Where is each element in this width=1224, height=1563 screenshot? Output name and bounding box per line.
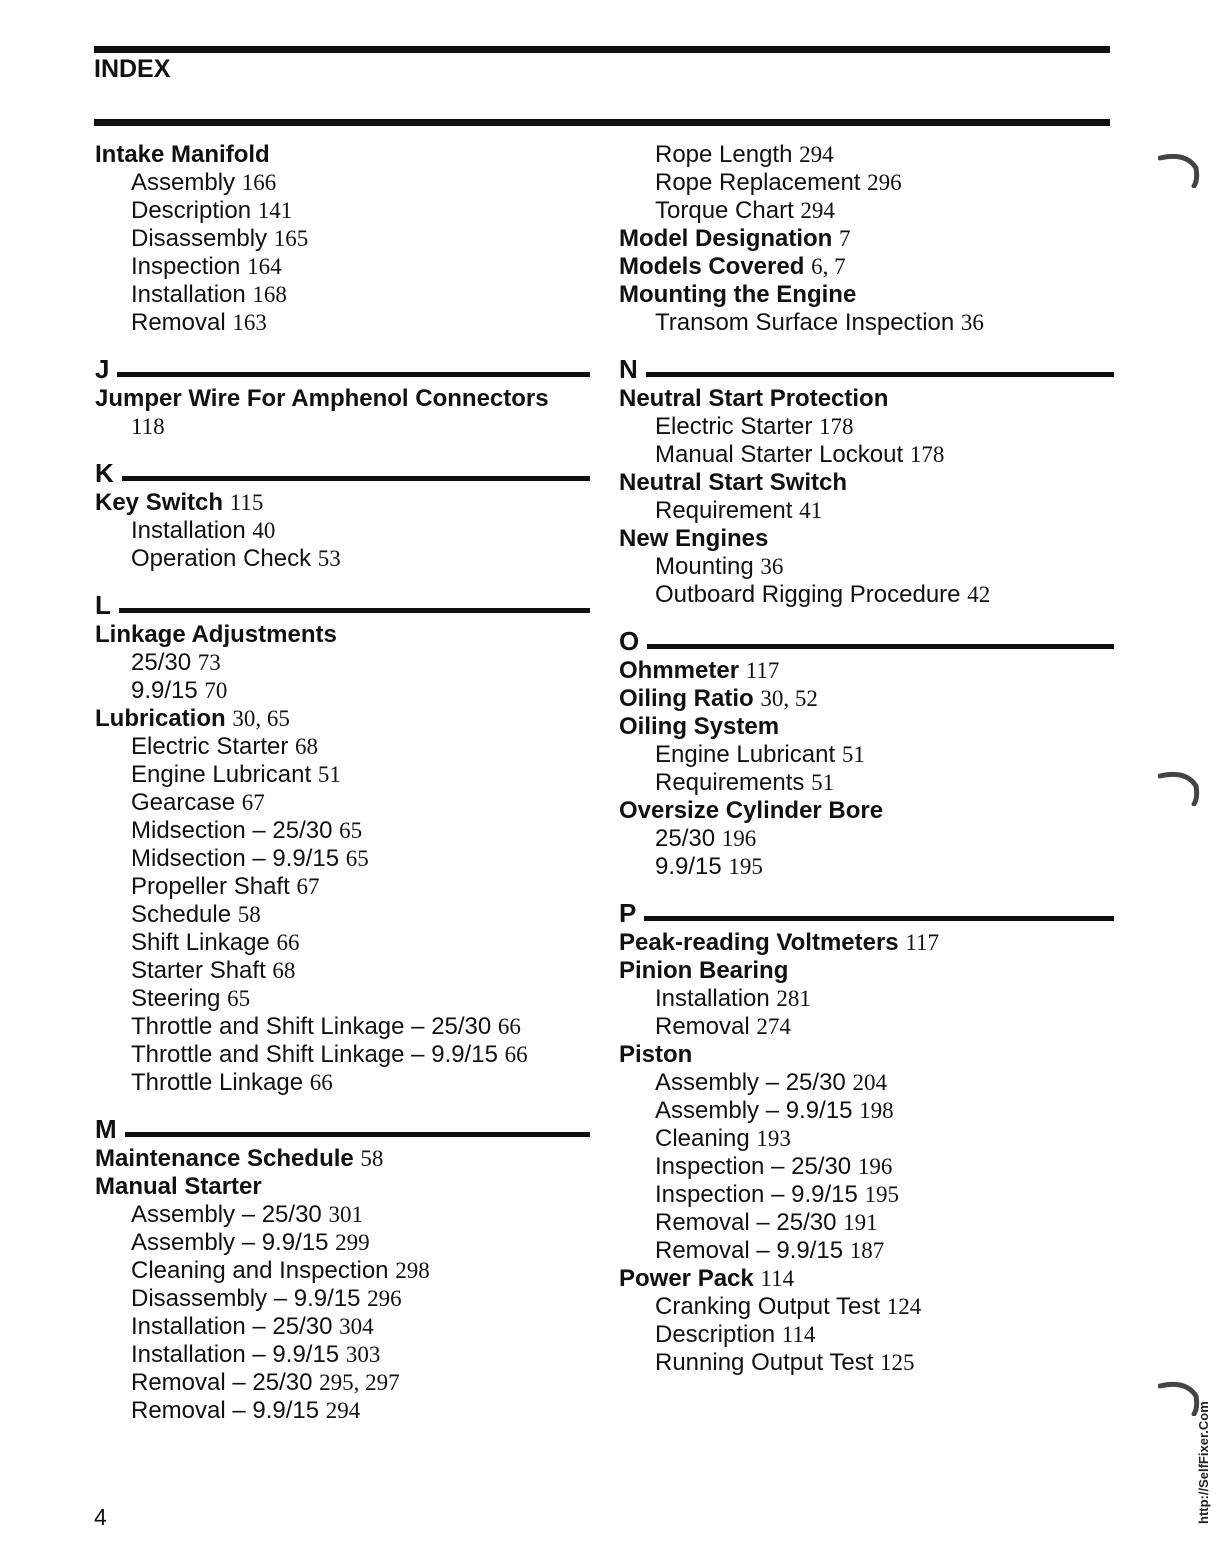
index-subentry (619, 497, 1114, 525)
index-heading (95, 489, 590, 517)
index-heading (95, 141, 590, 169)
section-rule (125, 1132, 590, 1137)
index-subentry (95, 169, 590, 197)
index-page-ref: 118 (131, 414, 165, 439)
index-page-ref: 193 (756, 1126, 791, 1151)
index-subentry-label: Installation (655, 985, 770, 1012)
index-subentry (95, 789, 590, 817)
index-page-ref: 36 (960, 310, 984, 335)
index-heading-label: Mounting the Engine (619, 281, 857, 308)
index-page-ref: 294 (325, 1398, 361, 1423)
index-subentry-label: Running Output Test (655, 1349, 874, 1376)
index-subentry (95, 1069, 590, 1097)
index-subentry (619, 441, 1114, 469)
index-page-ref: 41 (799, 498, 823, 523)
index-subentry-label: Installation (131, 517, 246, 544)
index-page-ref: 51 (811, 770, 835, 795)
index-page-ref: 30, 52 (760, 686, 818, 711)
index-page-ref: 294 (799, 142, 834, 167)
index-page-ref: 65 (345, 846, 369, 871)
index-subentry-label: Installation – 25/30 (131, 1313, 333, 1340)
index-subentry (95, 677, 590, 705)
index-subentry-label: Inspection – 9.9/15 (655, 1181, 858, 1208)
index-subentry-label: Removal (655, 1013, 750, 1040)
index-page-ref: 166 (241, 170, 277, 195)
index-subentry-label: Inspection (131, 253, 241, 280)
index-page-ref: 191 (843, 1210, 878, 1235)
index-page-ref: 70 (204, 678, 228, 703)
index-page-ref: 51 (841, 742, 865, 767)
index-subentry-label: Midsection – 25/30 (131, 817, 333, 844)
index-page-ref: 53 (317, 546, 341, 571)
index-subentry (619, 581, 1114, 609)
index-heading (619, 469, 1114, 497)
index-page-ref: 187 (849, 1238, 885, 1263)
index-heading-label: Ohmmeter (619, 657, 740, 684)
index-page-ref: 178 (819, 414, 854, 439)
index-page-ref: 65 (339, 818, 363, 843)
index-page-ref: 68 (272, 958, 296, 983)
index-subentry-label: Midsection – 9.9/15 (131, 845, 340, 872)
index-page-ref: 164 (247, 254, 282, 279)
index-heading (619, 797, 1114, 825)
index-subentry (619, 1153, 1114, 1181)
section-rule (647, 644, 1114, 649)
index-subentry-label: Disassembly – 9.9/15 (131, 1285, 361, 1312)
index-subentry (95, 873, 590, 901)
section-divider (619, 627, 1114, 655)
index-subentry (619, 309, 1114, 337)
index-page-ref: 65 (227, 986, 251, 1011)
section-rule (644, 916, 1114, 921)
index-page-ref: 198 (859, 1098, 894, 1123)
index-subentry (619, 413, 1114, 441)
index-heading-label: Maintenance Schedule (95, 1145, 354, 1172)
index-page-ref: 195 (864, 1182, 899, 1207)
index-page-ref: 30, 65 (232, 706, 290, 731)
index-subentry-label: Throttle and Shift Linkage – 25/30 (131, 1013, 492, 1040)
header-top-rule (94, 46, 1110, 53)
index-subentry-label: Description (131, 197, 252, 224)
index-subentry-label: Engine Lubricant (655, 741, 836, 768)
index-subentry-label: Disassembly (131, 225, 268, 252)
index-page-ref: 141 (257, 198, 293, 223)
index-page-ref: 117 (745, 658, 780, 683)
index-page-ref: 67 (241, 790, 265, 815)
index-subentry-label: Throttle Linkage (131, 1069, 304, 1096)
index-column-right (619, 141, 1114, 1377)
index-page-ref: 296 (367, 1286, 402, 1311)
index-subentry-label: Torque Chart (655, 197, 794, 224)
index-heading-label: Oiling Ratio (619, 685, 754, 712)
watermark-url: http://SelfFixer.Com (1196, 1401, 1211, 1524)
index-subentry-label: Electric Starter (655, 413, 813, 440)
index-heading (95, 1173, 590, 1201)
index-subentry-label: Mounting (655, 553, 754, 580)
index-page-ref: 281 (776, 986, 811, 1011)
section-rule (119, 608, 590, 613)
index-subentry-label: Rope Length (655, 141, 793, 168)
section-letter: P (619, 898, 637, 928)
index-subentry (95, 845, 590, 873)
binder-tab-icon (1158, 764, 1200, 806)
index-page-ref: 6, 7 (811, 254, 846, 279)
index-heading (619, 281, 1114, 309)
index-subentry (95, 1341, 590, 1369)
index-page-ref: 299 (335, 1230, 370, 1255)
index-subentry (95, 957, 590, 985)
index-subentry (619, 985, 1114, 1013)
index-subentry-label: Propeller Shaft (131, 873, 290, 900)
index-subentry (95, 413, 590, 441)
index-subentry-label: Starter Shaft (131, 957, 266, 984)
index-subentry (619, 769, 1114, 797)
index-page-ref: 114 (781, 1322, 816, 1347)
index-heading (619, 713, 1114, 741)
index-heading (619, 525, 1114, 553)
index-heading (95, 385, 590, 413)
index-subentry-label: Gearcase (131, 789, 236, 816)
index-column-left (95, 141, 590, 1425)
index-page-ref: 42 (967, 582, 991, 607)
index-subentry (619, 1181, 1114, 1209)
index-page-ref: 40 (252, 518, 276, 543)
index-subentry-label: Removal – 25/30 (131, 1369, 313, 1396)
binder-tab-icon (1158, 1374, 1200, 1416)
index-subentry (619, 197, 1114, 225)
index-heading (95, 621, 590, 649)
index-heading-label: Linkage Adjustments (95, 621, 337, 648)
header-bottom-rule (94, 119, 1110, 126)
index-subentry-label: Cleaning (655, 1125, 750, 1152)
index-subentry (619, 1321, 1114, 1349)
index-page-ref: 165 (273, 226, 309, 251)
index-subentry-label: Assembly – 9.9/15 (655, 1097, 853, 1124)
index-subentry-label: Inspection – 25/30 (655, 1153, 852, 1180)
index-subentry (619, 1125, 1114, 1153)
index-heading-label: Models Covered (619, 253, 805, 280)
section-letter: M (95, 1114, 117, 1144)
index-subentry (95, 225, 590, 253)
index-page-ref: 196 (857, 1154, 893, 1179)
index-page-ref: 303 (345, 1342, 381, 1367)
index-page-ref: 295, 297 (319, 1370, 400, 1395)
index-page-ref: 66 (309, 1070, 333, 1095)
index-subentry-label: Removal (131, 309, 226, 336)
index-subentry-label: Transom Surface Inspection (655, 309, 955, 336)
index-heading-label: Model Designation (619, 225, 833, 252)
index-subentry-label: Cleaning and Inspection (131, 1257, 389, 1284)
index-subentry-label: Requirements (655, 769, 805, 796)
index-subentry-label: Electric Starter (131, 733, 289, 760)
index-subentry (619, 169, 1114, 197)
section-divider (619, 355, 1114, 383)
index-page-ref: 114 (760, 1266, 795, 1291)
index-subentry (95, 985, 590, 1013)
index-subentry (95, 197, 590, 225)
index-subentry-label: 25/30 (655, 825, 716, 852)
section-letter: J (95, 354, 110, 384)
index-subentry (95, 517, 590, 545)
index-subentry-label: 9.9/15 (655, 853, 722, 880)
section-rule (646, 372, 1114, 377)
index-subentry-label: Engine Lubricant (131, 761, 312, 788)
index-heading (95, 705, 590, 733)
index-subentry-label: Assembly – 25/30 (655, 1069, 846, 1096)
section-divider (95, 591, 590, 619)
index-subentry (95, 1229, 590, 1257)
section-divider (95, 459, 590, 487)
index-subentry-label: Manual Starter Lockout (655, 441, 904, 468)
index-page-ref: 66 (504, 1042, 528, 1067)
index-heading-label: Peak-reading Voltmeters (619, 929, 899, 956)
index-subentry-label: 9.9/15 (131, 677, 198, 704)
index-heading (95, 1145, 590, 1173)
index-page-ref: 204 (852, 1070, 887, 1095)
index-subentry-label: 25/30 (131, 649, 192, 676)
index-heading-label: Oiling System (619, 713, 780, 740)
index-page-ref: 66 (276, 930, 300, 955)
index-page-ref: 294 (800, 198, 835, 223)
index-heading-label: Power Pack (619, 1265, 754, 1292)
index-subentry (619, 553, 1114, 581)
index-heading-label: Oversize Cylinder Bore (619, 797, 884, 824)
index-heading-label: Neutral Start Protection (619, 385, 889, 412)
index-heading-label: Neutral Start Switch (619, 469, 848, 496)
index-subentry-label: Schedule (131, 901, 232, 928)
index-heading-label: Pinion Bearing (619, 957, 789, 984)
index-heading (619, 657, 1114, 685)
index-subentry (619, 1069, 1114, 1097)
index-heading-label: Key Switch (95, 489, 224, 516)
index-page-ref: 196 (721, 826, 757, 851)
index-heading-label: Lubrication (95, 705, 226, 732)
page-title: INDEX (94, 55, 171, 83)
index-subentry-label: Assembly – 25/30 (131, 1201, 322, 1228)
section-divider (95, 355, 590, 383)
index-heading (619, 253, 1114, 281)
index-subentry (95, 1313, 590, 1341)
index-subentry (619, 741, 1114, 769)
index-subentry (95, 817, 590, 845)
index-page-ref: 304 (339, 1314, 374, 1339)
index-subentry-label: Outboard Rigging Procedure (655, 581, 961, 608)
index-subentry-label: Removal – 9.9/15 (655, 1237, 844, 1264)
index-subentry (95, 281, 590, 309)
index-page-ref: 58 (237, 902, 261, 927)
index-subentry (95, 1285, 590, 1313)
index-page-ref: 68 (295, 734, 319, 759)
index-subentry (619, 1013, 1114, 1041)
index-subentry (95, 1257, 590, 1285)
index-subentry (95, 901, 590, 929)
section-letter: K (95, 458, 114, 488)
index-subentry (95, 1397, 590, 1425)
index-subentry (619, 853, 1114, 881)
index-subentry (619, 1293, 1114, 1321)
index-heading (619, 929, 1114, 957)
index-page-ref: 115 (229, 490, 264, 515)
index-heading-label: New Engines (619, 525, 769, 552)
index-subentry-label: Cranking Output Test (655, 1293, 881, 1320)
index-heading (619, 685, 1114, 713)
index-heading-label: Manual Starter (95, 1173, 262, 1200)
index-subentry-label: Steering (131, 985, 221, 1012)
index-subentry (95, 1013, 590, 1041)
index-subentry (619, 825, 1114, 853)
index-subentry (95, 545, 590, 573)
index-page-ref: 51 (317, 762, 341, 787)
index-subentry-label: Throttle and Shift Linkage – 9.9/15 (131, 1041, 498, 1068)
index-page-ref: 58 (360, 1146, 384, 1171)
index-subentry-label: Operation Check (131, 545, 312, 572)
index-page-ref: 117 (905, 930, 939, 955)
section-divider (95, 1115, 590, 1143)
index-subentry (95, 761, 590, 789)
index-page-ref: 67 (296, 874, 320, 899)
index-heading (619, 1041, 1114, 1069)
index-page-ref: 124 (886, 1294, 922, 1319)
section-rule (122, 476, 590, 481)
index-subentry (95, 1201, 590, 1229)
section-divider (619, 899, 1114, 927)
index-subentry-label: Assembly (131, 169, 236, 196)
index-page-ref: 36 (760, 554, 784, 579)
index-subentry-label: Installation (131, 281, 246, 308)
index-page-ref: 195 (728, 854, 763, 879)
index-subentry-label: Requirement (655, 497, 793, 524)
index-subentry (619, 1349, 1114, 1377)
index-page-ref: 178 (909, 442, 945, 467)
index-page-ref: 163 (232, 310, 267, 335)
index-subentry (95, 929, 590, 957)
index-subentry (619, 1209, 1114, 1237)
index-heading (619, 385, 1114, 413)
index-heading-label: Jumper Wire For Amphenol Connectors (95, 385, 549, 412)
index-subentry (95, 253, 590, 281)
index-subentry-label: Assembly – 9.9/15 (131, 1229, 329, 1256)
section-letter: N (619, 354, 638, 384)
index-subentry (95, 309, 590, 337)
index-page-ref: 301 (328, 1202, 363, 1227)
index-subentry-label: Rope Replacement (655, 169, 861, 196)
binder-tab-icon (1158, 146, 1200, 188)
index-page-ref: 7 (839, 226, 851, 251)
index-subentry (619, 1097, 1114, 1125)
index-heading (619, 225, 1114, 253)
index-subentry-label: Removal – 25/30 (655, 1209, 837, 1236)
index-subentry (619, 141, 1114, 169)
page-number: 4 (94, 1504, 107, 1530)
index-subentry-label: Installation – 9.9/15 (131, 1341, 340, 1368)
index-heading (619, 957, 1114, 985)
index-page-ref: 298 (395, 1258, 430, 1283)
index-page-ref: 168 (252, 282, 287, 307)
index-subentry-label: Description (655, 1321, 776, 1348)
index-page-ref: 296 (867, 170, 902, 195)
index-heading-label: Piston (619, 1041, 693, 1068)
section-letter: O (619, 626, 640, 656)
index-subentry (95, 1041, 590, 1069)
section-rule (117, 372, 590, 377)
index-subentry-label: Shift Linkage (131, 929, 270, 956)
index-heading-label: Intake Manifold (95, 141, 270, 168)
index-subentry (95, 649, 590, 677)
index-subentry (95, 733, 590, 761)
index-heading (619, 1265, 1114, 1293)
index-page-ref: 125 (880, 1350, 915, 1375)
index-subentry (619, 1237, 1114, 1265)
index-page-ref: 274 (756, 1014, 791, 1039)
index-subentry (95, 1369, 590, 1397)
index-page-ref: 66 (497, 1014, 521, 1039)
index-page-ref: 73 (197, 650, 221, 675)
section-letter: L (95, 590, 111, 620)
index-subentry-label: Removal – 9.9/15 (131, 1397, 320, 1424)
